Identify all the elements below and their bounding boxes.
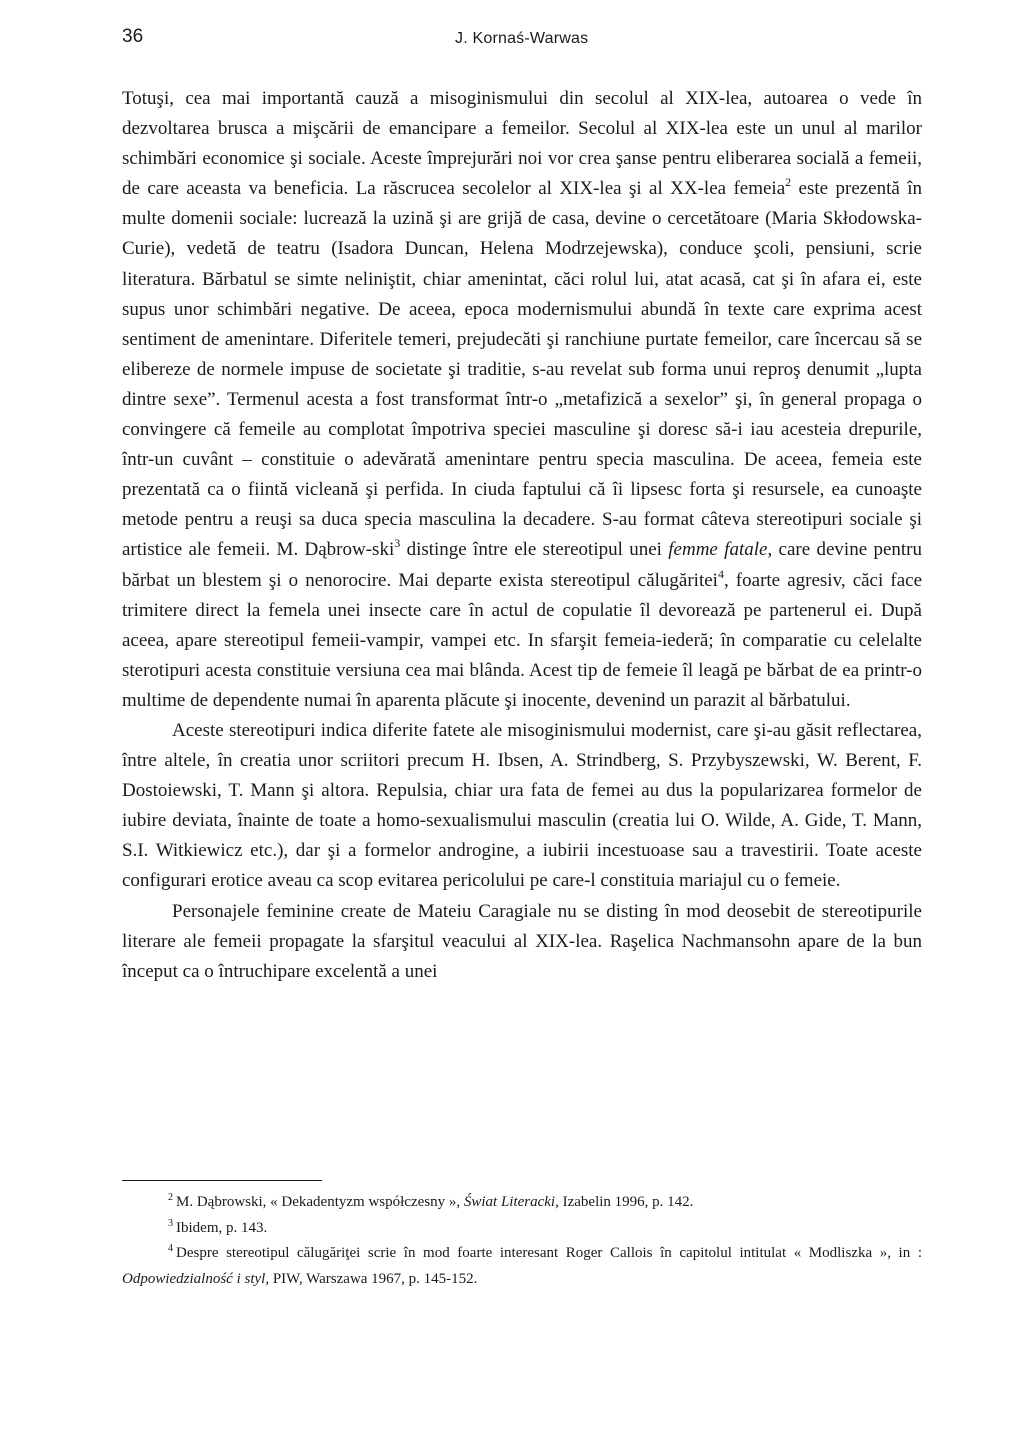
footnote-ref-2: 2 xyxy=(785,175,792,190)
footnote-separator xyxy=(122,1180,322,1181)
paragraph-1-text-c: distinge între ele stereotipul unei xyxy=(400,539,669,561)
footnote-number: 4 xyxy=(168,1243,173,1254)
paragraph-1-text-a: Totuşi, cea mai importantă cauză a misoginismului din secolul al XIX-lea, autoarea o vede în dezvoltarea brusca a mişcării de emancipare a femeilor. Secolul al XIX-lea este un unul al marilor schimbări economice şi sociale. Aceste împrejurări noi vor crea şanse pentru eliberarea socială a femeii, de care aceasta va beneficia. La răscrucea secolelor al XIX-lea şi al XX-lea femeia xyxy=(122,88,922,200)
footnote-2 xyxy=(122,1190,922,1216)
footnotes xyxy=(122,1190,922,1292)
body-text xyxy=(122,84,922,987)
footnote-text: Izabelin 1996, p. 142. xyxy=(558,1194,694,1210)
paragraph-1-text-e: , foarte agresiv, căci face trimitere direct la femela unei insecte care în actul de copulatie îl devorează pe partenerul ei. După aceea, apare stereotipul femeii-vampir, vampei etc. In sfarşit femeia-iederă; în comparatie cu celelalte sterotipuri acesta constituie versiuna cea mai blânda. Acest tip de femeie îl leagă pe bărbat de ea printr-o multime de dependente numai în aparenta plăcute şi inocente, devenind un parazit al bărbatului. xyxy=(122,569,922,711)
paragraph-2: Aceste stereotipuri indica diferite fatete ale misoginismului modernist, care şi-au găsit reflectarea, între altele, în creatia unor scriitori precum H. Ibsen, A. Strindberg, S. Przybyszewski, W. Berent, F. Dostoiewski, T. Mann şi altora. Repulsia, chiar ura fata de femei au dus la popularizarea formelor de iubire deviata, înainte de toate a homo-sexualismului masculin (creatia lui O. Wilde, A. Gide, T. Mann, S.I. Witkiewicz etc.), dar şi a formelor androgine, a iubirii incestuoase sau a travestirii. Toate aceste configurari erotice aveau ca scop evitarea pericolului pe care-l constituia mariajul cu o femeie. xyxy=(122,719,922,892)
footnote-text: Ibidem, p. 143. xyxy=(176,1219,268,1236)
footnote-number: 2 xyxy=(168,1192,173,1203)
footnote-number: 3 xyxy=(168,1217,173,1229)
footnote-italic-title: Świat Literacki, xyxy=(463,1194,559,1210)
footnote-ref-3: 3 xyxy=(394,536,401,551)
footnote-italic-title: Odpowiedzialność i styl, xyxy=(122,1270,270,1287)
running-head: J. Kornaś-Warwas xyxy=(455,30,589,47)
footnote-3 xyxy=(122,1216,922,1242)
footnote-4 xyxy=(122,1241,922,1292)
paragraph-3: Personajele feminine create de Mateiu Caragiale nu se disting în mod deosebit de stereotipurile literare ale femeii propagate la sfarşitul veacului al XIX-lea. Raşelica Nachmansohn apare de la bun început ca o întruchipare excelentă a unei xyxy=(122,900,922,982)
paragraph-1-italic-term: femme fatale, xyxy=(668,539,773,561)
paragraph-1-text-b: este prezentă în multe domenii sociale: lucrează la uzină şi are grijă de casa, devine o cercetătoare (Maria Skłodowska-Curie), vedetă de teatru (Isadora Duncan, Helena Modrzejewska), conduce şcoli, pensiuni, scrie literatura. Bărbatul se simte neliniştit, chiar amenintat, căci rolul lui, atat acasă, cat şi în afara ei, este supus unor schimbări negative. De aceea, epoca modernismului abundă în texte care exprima acest sentiment de amenintare. Diferitele temeri, prejudecăti şi ranchiune purtate femeilor, care încercau să se elibereze de normele impuse de societate şi traditie, s-au revelat sub forma unui reproş denumit „lupta dintre sexe”. Termenul acesta a fost transformat într-o „metafizică a sexelor” şi, în general propaga o convingere că femeile au complotat împotriva speciei masculine şi doresc să-i iau acesteia drepurile, într-un cuvânt – constituie o adevărată amenintare pentru specia masculina. De aceea, femeia este prezentată ca o fiintă vicleană şi perfida. In ciuda faptului că îi lipsesc forta şi resursele, ea cunoaşte metode pentru a reuşi sa duca specia masculina la decadere. S-au format câteva stereotipuri sociale şi artistice ale femeii. M. Dąbrow-ski xyxy=(122,178,923,561)
footnote-text: PIW, Warszawa 1967, p. 145-152. xyxy=(269,1270,478,1287)
footnote-ref-4: 4 xyxy=(717,566,724,581)
paragraph-1-text-d: care devine pentru bărbat un blestem şi o nenorocire. Mai departe exista stereotipul călugăritei xyxy=(122,539,923,591)
paragraph-1 xyxy=(122,84,922,716)
footnote-text: M. Dąbrowski, « Dekadentyzm współczesny », xyxy=(176,1194,464,1210)
footnote-text: Despre stereotipul călugăriţei scrie în mod foarte interesant Roger Callois în capitolul intitulat « Modliszka », in : xyxy=(176,1245,922,1261)
page-number: 36 xyxy=(122,26,144,47)
